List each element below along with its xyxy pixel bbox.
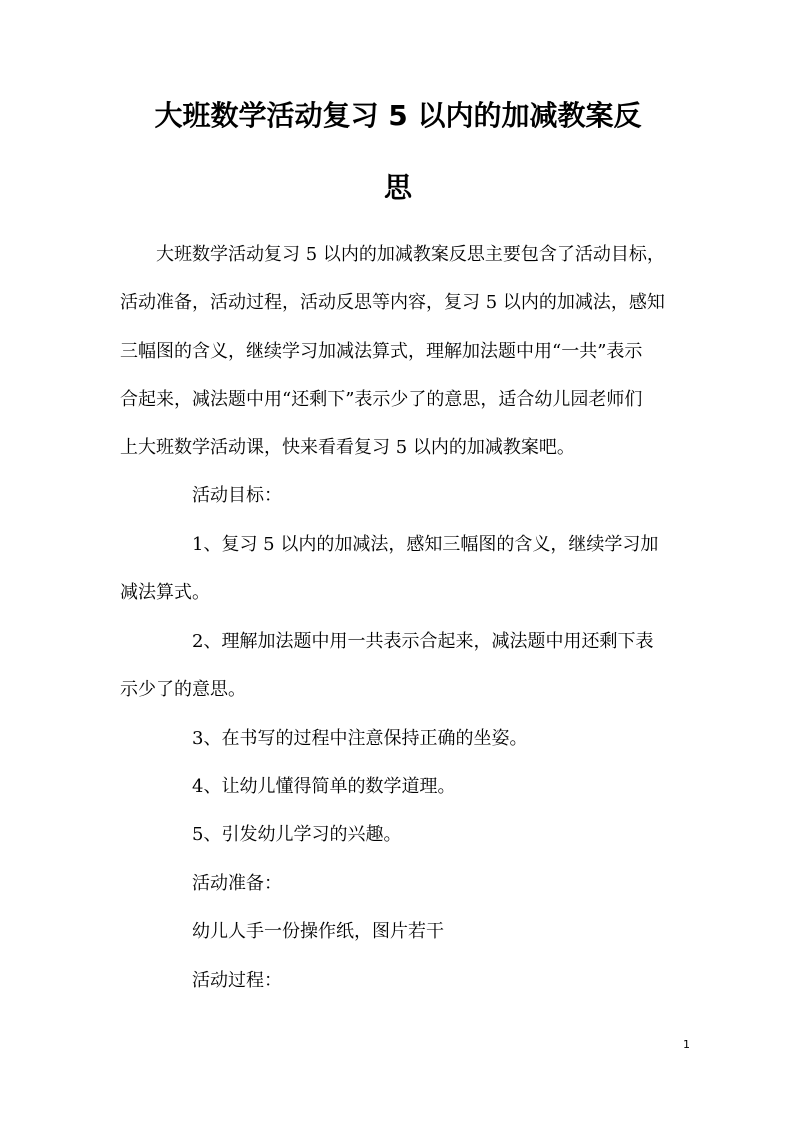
document-title-line-2: 思 xyxy=(383,171,412,204)
goal-1-line-2: 减法算式。 xyxy=(120,582,210,603)
intro-line-5: 上大班数学活动课，快来看看复习 5 以内的加减教案吧。 xyxy=(120,437,575,458)
goal-2-line-1: 2、理解加法题中用一共表示合起来，减法题中用还剩下表 xyxy=(192,631,654,652)
goals-heading: 活动目标： xyxy=(192,485,282,506)
document-title-line-1: 大班数学活动复习 5 以内的加减教案反 xyxy=(154,99,642,132)
prep-heading: 活动准备： xyxy=(192,873,282,894)
intro-line-4: 合起来，减法题中用“还剩下”表示少了的意思，适合幼儿园老师们 xyxy=(120,389,643,410)
goal-1-line-1: 1、复习 5 以内的加减法，感知三幅图的含义，继续学习加 xyxy=(192,534,659,555)
goal-item-4: 4、让幼儿懂得简单的数学道理。 xyxy=(192,776,456,797)
page-number: 1 xyxy=(683,1038,690,1051)
intro-line-1: 大班数学活动复习 5 以内的加减教案反思主要包含了活动目标， xyxy=(120,244,665,265)
goal-item-3: 3、在书写的过程中注意保持正确的坐姿。 xyxy=(192,728,528,749)
prep-item: 幼儿人手一份操作纸，图片若干 xyxy=(192,921,444,942)
goal-item-5: 5、引发幼儿学习的兴趣。 xyxy=(192,824,402,845)
goal-2-line-2: 示少了的意思。 xyxy=(120,679,246,700)
intro-line-2: 活动准备，活动过程，活动反思等内容，复习 5 以内的加减法，感知 xyxy=(120,292,665,313)
process-heading: 活动过程： xyxy=(192,970,282,991)
intro-line-3: 三幅图的含义，继续学习加减法算式，理解加法题中用“一共”表示 xyxy=(120,341,643,362)
